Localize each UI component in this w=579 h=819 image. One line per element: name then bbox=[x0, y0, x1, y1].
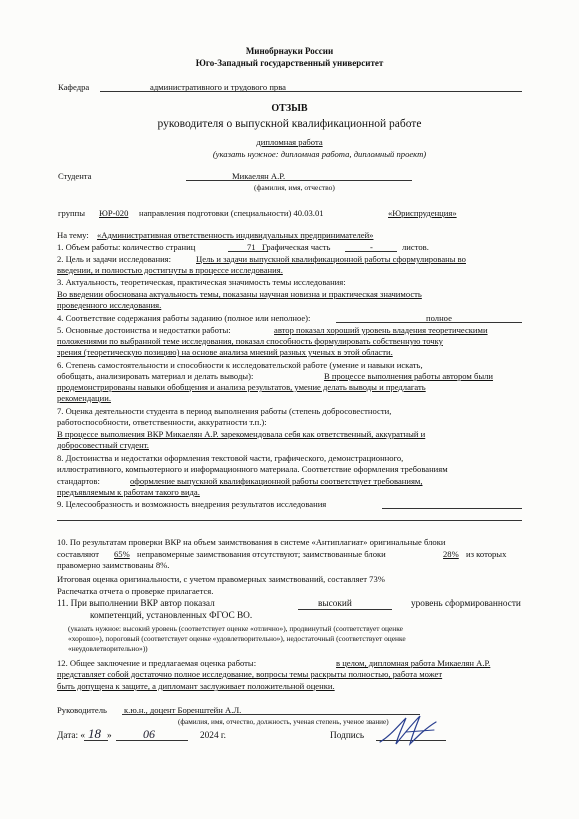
p1-pages-value: 71 bbox=[247, 242, 256, 252]
p1-graphic-underline bbox=[345, 251, 397, 252]
p10-total: Итоговая оценка оригинальности, с учетом правомерных заимствований, составляет 73% bbox=[57, 574, 385, 584]
p8-line1: 8. Достоинства и недостатки оформления текстовой части, графического, демонстрационного, bbox=[57, 453, 404, 463]
p11-hint1-text: (указать нужное: высокий уровень (соответствует оценке «отлично»), продвинутый (соответствует оценке bbox=[68, 624, 403, 633]
p11-level-underline bbox=[298, 609, 392, 610]
work-type-hint: (указать нужное: дипломная работа, дипломный проект) bbox=[212, 149, 427, 159]
p6-line1: 6. Степень самостоятельности и способности к исследовательской работе (умение и навыки искать, bbox=[57, 360, 423, 370]
p5-line2: положениями по выбранной теме исследования, показал способность формулировать собственную точку bbox=[57, 336, 443, 346]
p5-line1: автор показал хороший уровень владения теоретическими bbox=[274, 325, 488, 335]
p3-label: 3. Актуальность, теоретическая, практическая значимость темы исследования: bbox=[57, 277, 346, 287]
date-day: 18 bbox=[88, 726, 101, 741]
date-sep: » bbox=[107, 731, 112, 741]
p12-label: 12. Общее заключение и предлагаемая оценка работы: bbox=[57, 658, 257, 668]
p9-underline bbox=[382, 508, 522, 509]
p2-line1: Цель и задачи выпускной квалификационной работы сформулированы во bbox=[196, 254, 466, 264]
p10-line1: 10. По результатам проверки ВКР на объем заимствования в системе «Антиплагиат» оригинальные блоки bbox=[57, 537, 446, 547]
p5-label: 5. Основные достоинства и недостатки работы: bbox=[57, 325, 231, 335]
p2-line2: введении, и полностью достигнуты в процессе исследования. bbox=[57, 265, 283, 275]
p10-line2a: составляют bbox=[57, 549, 100, 559]
topic-label: На тему: bbox=[57, 230, 89, 240]
p1-sheets-label: листов. bbox=[402, 242, 429, 252]
p4-value: полное bbox=[426, 313, 452, 323]
p10-original-percent: 65% bbox=[114, 549, 130, 559]
supervisor-value: к.ю.н., доцент Боренштейн А.Л. bbox=[124, 705, 242, 715]
p10-line2c: из которых bbox=[466, 549, 507, 559]
p9-underline-2 bbox=[57, 520, 522, 521]
document-subtitle: руководителя о выпускной квалификационной работе bbox=[157, 118, 422, 130]
p4-label: 4. Соответствие содержания работы заданию (полное или неполное): bbox=[57, 313, 311, 323]
student-underline bbox=[186, 180, 412, 181]
p10-line2b: неправомерные заимствования отсутствуют; заимствованные блоки bbox=[137, 549, 386, 559]
p7-line2: работоспособности, ответственности, аккуратности т.п.): bbox=[57, 417, 267, 427]
p12-line1: в целом, дипломная работа Микаелян А.Р. bbox=[336, 658, 491, 668]
topic-value: «Административная ответственность индивидуальных предпринимателей» bbox=[97, 230, 374, 240]
p8-line2: иллюстративного, компьютерного и информационного материала. Соответствие оформления требованиям bbox=[57, 464, 448, 474]
date-label: Дата: « bbox=[57, 731, 86, 741]
p6-line3: продемонстрированы навыки обобщения и анализа результатов, умение делать выводы и предлагать bbox=[57, 382, 426, 392]
university-heading: Юго-Западный государственный университет bbox=[195, 58, 384, 68]
ministry-heading: Минобрнауки России bbox=[245, 46, 334, 56]
p6-line2b: В процессе выполнения работы автором были bbox=[324, 371, 494, 381]
work-type: дипломная работа bbox=[256, 137, 323, 147]
p5-line3: зрения (теоретическую позицию) на основе анализа мнений разных ученых в этой области. bbox=[57, 347, 393, 357]
group-specialty: «Юриспруденция» bbox=[388, 208, 457, 218]
p8-line3a: стандартов: bbox=[57, 476, 100, 486]
p2-label: 2. Цель и задачи исследования: bbox=[57, 254, 172, 264]
p12-line3: быть допущена к защите, а дипломант заслуживает положительной оценки. bbox=[57, 681, 335, 691]
p10-printout: Распечатка отчета о проверке прилагается. bbox=[57, 586, 214, 596]
document-title: ОТЗЫВ bbox=[271, 103, 308, 114]
supervisor-hint: (фамилия, имя, отчество, должность, ученая степень, ученое звание) bbox=[178, 718, 389, 726]
kafedra-value: административного и трудового прва bbox=[150, 82, 286, 92]
p12-line2: представляет собой достаточно полное исследование, вопросы темы раскрыты полностью, работа может bbox=[57, 669, 443, 679]
p1-graphic-label: Графическая часть bbox=[262, 242, 331, 252]
p11-line2: компетенций, установленных ФГОС ВО. bbox=[90, 611, 253, 621]
date-day-underline bbox=[84, 740, 108, 741]
supervisor-label: Руководитель bbox=[57, 705, 107, 715]
p8-line4: предъявляемым к работам такого вида. bbox=[57, 487, 200, 497]
p11-label-b: уровень сформированности bbox=[411, 599, 521, 609]
p7-line4: добросовестный студент. bbox=[57, 440, 149, 450]
p4-underline bbox=[336, 322, 522, 323]
date-month-underline bbox=[116, 740, 188, 741]
group-prefix: группы bbox=[58, 208, 85, 218]
p6-line4: рекомендации. bbox=[57, 393, 111, 403]
date-month: 06 bbox=[143, 727, 155, 741]
p3-line1: Во введении обоснована актуальность темы, показаны научная новизна и практическая значимость bbox=[57, 289, 422, 299]
p11-hint3: «неудовлетворительно»)) bbox=[68, 644, 148, 653]
student-hint: (фамилия, имя, отчество) bbox=[254, 183, 335, 192]
p11-level: высокий bbox=[318, 599, 352, 609]
p1-graphic-value: - bbox=[370, 242, 373, 252]
student-name: Микаелян А.Р. bbox=[232, 171, 286, 181]
p11-hint2: «хорошо»), пороговый (соответствует оценке «удовлетворительно»), недостаточный (соответствует оценке bbox=[68, 634, 406, 643]
p1-pages-label: 1. Объем работы: количество страниц bbox=[57, 242, 196, 252]
signature-label: Подпись bbox=[330, 731, 365, 741]
kafedra-label: Кафедра bbox=[58, 82, 90, 92]
p6-line2a: обобщать, анализировать материал и делать выводы): bbox=[57, 371, 254, 381]
p8-line3b: оформление выпускной квалификационной работы соответствует требованиям, bbox=[130, 476, 423, 486]
p10-line3: правомерно заимствованы 8%. bbox=[57, 560, 170, 570]
kafedra-underline bbox=[100, 91, 522, 92]
p11-hint1 bbox=[68, 624, 403, 633]
student-label: Студента bbox=[58, 171, 92, 181]
p9-label: 9. Целесообразность и возможность внедрения результатов исследования bbox=[57, 499, 327, 509]
p7-line1: 7. Оценка деятельности студента в период выполнения работы (степень добросовестности, bbox=[57, 406, 392, 416]
p10-borrowed-percent: 28% bbox=[443, 549, 459, 559]
p7-line3: В процессе выполнения ВКР Микаелян А.Р. зарекомендовала себя как ответственный, аккуратный и bbox=[57, 429, 426, 439]
handwritten-signature bbox=[376, 712, 446, 748]
p3-line2: проведенного исследования. bbox=[57, 300, 162, 310]
group-value: ЮР-020 bbox=[99, 208, 129, 218]
date-year: 2024 г. bbox=[200, 731, 227, 741]
group-direction: направления подготовки (специальности) 40.03.01 bbox=[139, 208, 324, 218]
p11-label: 11. При выполнении ВКР автор показал bbox=[57, 599, 215, 609]
